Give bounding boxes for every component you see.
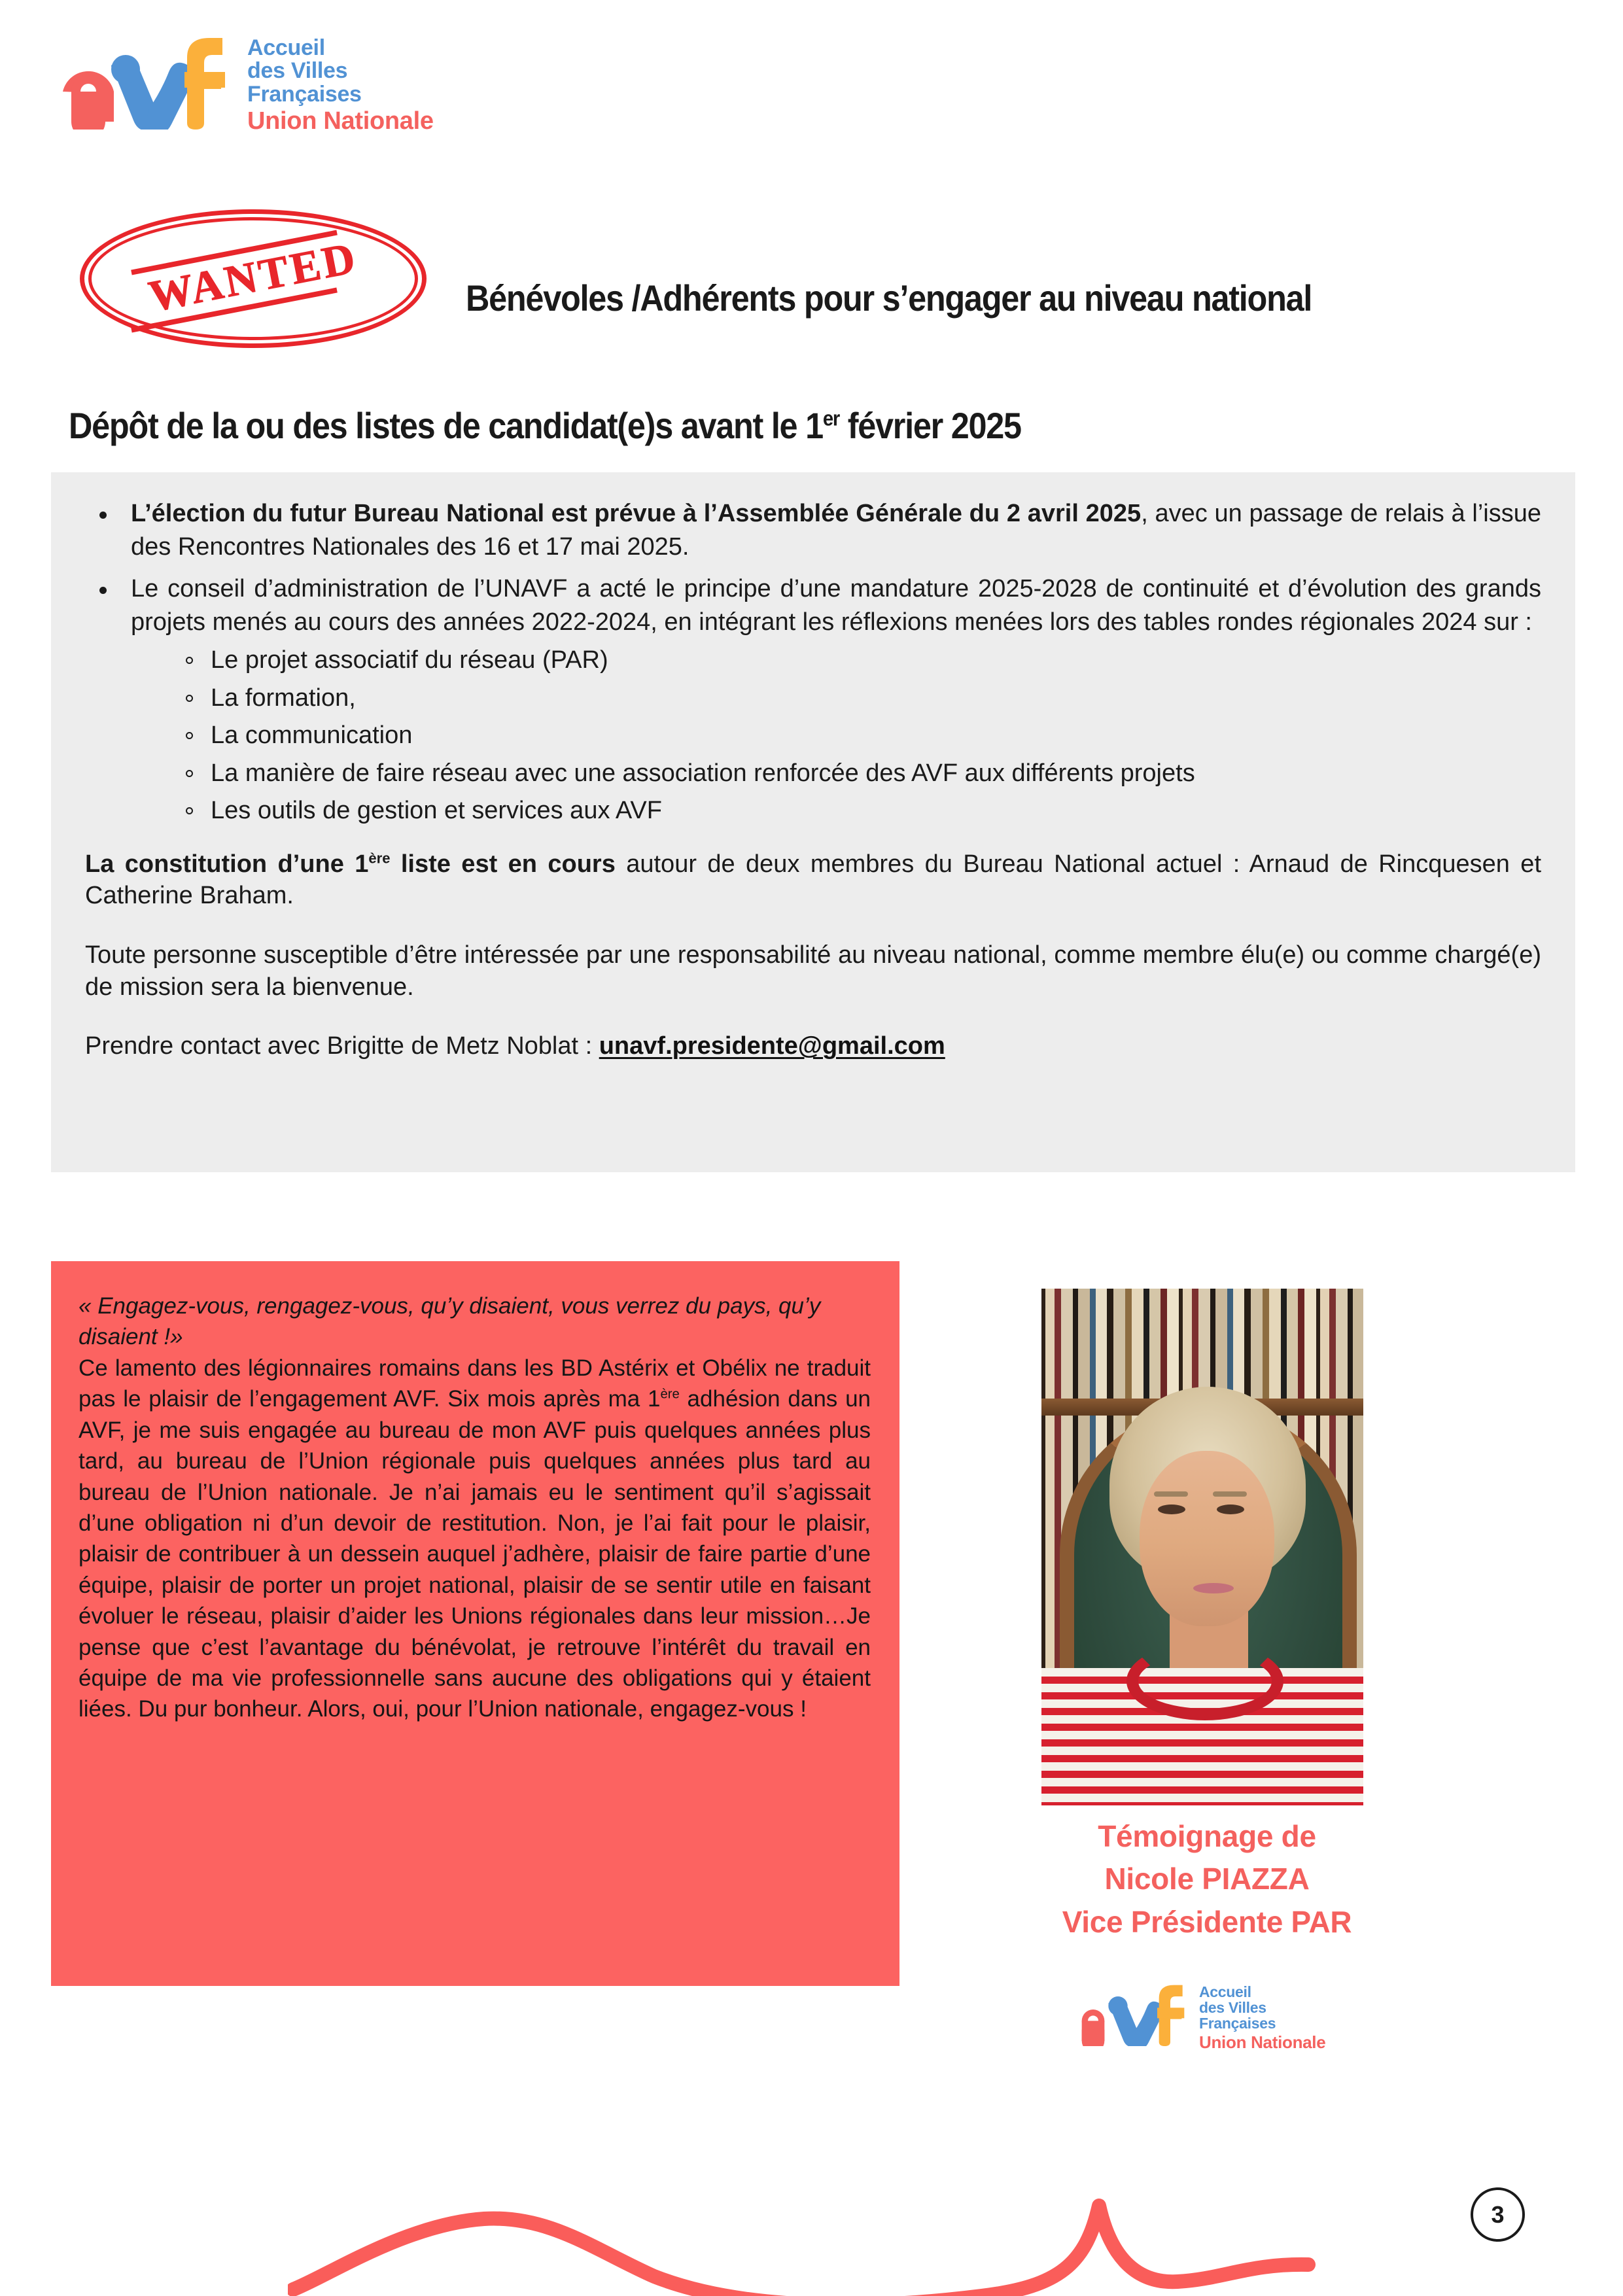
logo-line-2-footer: des Villes [1199,1998,1266,2016]
info-paragraph-welcome: Toute personne susceptible d’être intéressée par une responsabilité au niveau national, comme membre élu(e) ou comme chargé(e) de mission sera la bienvenue. [85,941,1541,1001]
mouth [1193,1583,1234,1593]
logo-line-1: Accueil [247,35,325,60]
contact-email-link[interactable]: unavf.presidente@gmail.com [599,1032,945,1060]
logo-line-1-footer: Accueil [1199,1983,1251,2000]
info-sub-bullet-item: La manière de faire réseau avec une association renforcée des AVF aux différents projets [182,757,1541,790]
caption-line-1: Témoignage de [1098,1819,1316,1853]
avf-logo-header [51,31,434,135]
subheadline-text-after: février 2025 [839,405,1021,446]
info-sub-bullet-item: La formation, [182,682,1541,715]
spacer [85,912,1541,939]
logo-tagline-footer: Union Nationale [1199,2032,1326,2052]
info-paragraph-list-constitution [85,848,1541,912]
logo-tagline: Union Nationale [247,107,434,135]
testimonial-body-part1: Ce lamento des légionnaires romains dans les BD Astérix et Obélix ne traduit pas le plaisir de l’engagement AVF. Six mois après ma 1 [79,1355,871,1412]
testimonial-panel [51,1261,899,1986]
eye-right [1217,1505,1244,1514]
page-headline: Bénévoles /Adhérents pour s’engager au niveau national [466,277,1312,319]
avf-logo-icon-footer [1068,1981,1199,2046]
testimonial-quote: « Engagez-vous, rengagez-vous, qu’y disaient, vous verrez du pays, qu’y disaient !» [79,1293,821,1350]
logo-line-3: Françaises [247,81,362,107]
bullet-2-rest: Le conseil d’administration de l’UNAVF a acté le principe d’une mandature 2025-2028 de continuité et d’évolution des grands projets menés au cours des années 2022-2024, en intégrant les réflexions menées lors des tables rondes régionales 2024 sur : [131,575,1541,636]
caption-line-3: Vice Présidente PAR [1062,1904,1352,1939]
stamp-label: WANTED [145,232,362,322]
info-bullet-item [85,572,1541,827]
constitution-bold-before: La constitution d’une 1 [85,850,369,878]
avf-logo-wordmark [247,31,434,135]
info-panel [51,472,1575,1172]
info-paragraph-contact [85,1030,1541,1062]
bullet-1-rest: , avec un passage de relais à l’issue des Rencontres Nationales des 16 et 17 mai 2025. [131,500,1542,561]
avf-logo-mark [51,31,247,130]
decorative-wave-divider [288,2178,1400,2296]
avf-logo-mark-footer [1068,1981,1199,2046]
avf-logo-footer [1068,1981,1325,2051]
face [1140,1451,1274,1626]
shirt-collar [1126,1642,1283,1720]
logo-line-3-footer: Françaises [1199,2014,1276,2032]
page-number-value: 3 [1491,2200,1505,2228]
info-bullet-list [85,497,1541,827]
constitution-bold-after: liste est en cours [390,850,616,878]
constitution-ordinal: ère [368,850,391,867]
info-sub-bullet-item: Le projet associatif du réseau (PAR) [182,644,1541,677]
spacer [85,837,1541,848]
subheadline-text-before: Dépôt de la ou des listes de candidat(e)s avant le 1 [69,405,823,446]
info-sub-bullet-item: La communication [182,719,1541,752]
caption-line-2: Nicole PIAZZA [1104,1862,1310,1896]
testimonial-body-part2: adhésion dans un AVF, je me suis engagée au bureau de mon AVF puis quelques années plus tard, au bureau de l’Union régionale puis quelques années plus tard au bureau de l’Union nationale. Je n’ai jamais eu le sentiment qu’il s’agissait d’une obligation ni d’un devoir de restitution. Non, je l’ai fait pour le plaisir, plaisir de contribuer à un dessein auquel j’adhère, plaisir de faire partie d’une équipe, plaisir de porter un projet national, plaisir de se sentir utile en faisant évoluer le réseau, plaisir d’aider les Unions régionales dans leur mission…Je pense que c’est l’avantage du bénévolat, je retrouve l’intérêt du travail en équipe de ma vie professionnelle sans aucune des obligations qui y étaient liées. Du pur bonheur. Alors, oui, pour l’Union nationale, engagez-vous ! [79,1386,871,1722]
logo-line-2: des Villes [247,58,348,84]
page-number-badge [1471,2187,1525,2242]
constitution-rest: autour de deux membres du Bureau National actuel : Arnaud de Rincquesen et Catherine Braham. [85,850,1541,910]
info-sub-bullet-list [131,644,1541,827]
eyebrow-right [1213,1491,1247,1497]
contact-prefix: Prendre contact avec Brigitte de Metz Noblat : [85,1032,599,1060]
page-subheadline [69,406,1021,446]
testimonial-ordinal: ère [660,1387,680,1402]
wanted-stamp [80,209,427,348]
eye-left [1158,1505,1185,1514]
avf-logo-wordmark-footer [1199,1981,1325,2051]
testimonial-body [79,1353,871,1725]
spacer [85,1003,1541,1030]
subheadline-ordinal: er [822,406,839,430]
avf-logo-icon [51,31,247,130]
eyebrow-left [1154,1491,1188,1497]
photo-caption [981,1815,1433,1943]
bullet-1-bold: L’élection du futur Bureau National est prévue à l’Assemblée Générale du 2 avril 2025 [131,500,1142,527]
portrait-photo-nicole-piazza [1041,1289,1363,1805]
info-bullet-item [85,497,1541,563]
info-sub-bullet-item: Les outils de gestion et services aux AVF [182,794,1541,827]
